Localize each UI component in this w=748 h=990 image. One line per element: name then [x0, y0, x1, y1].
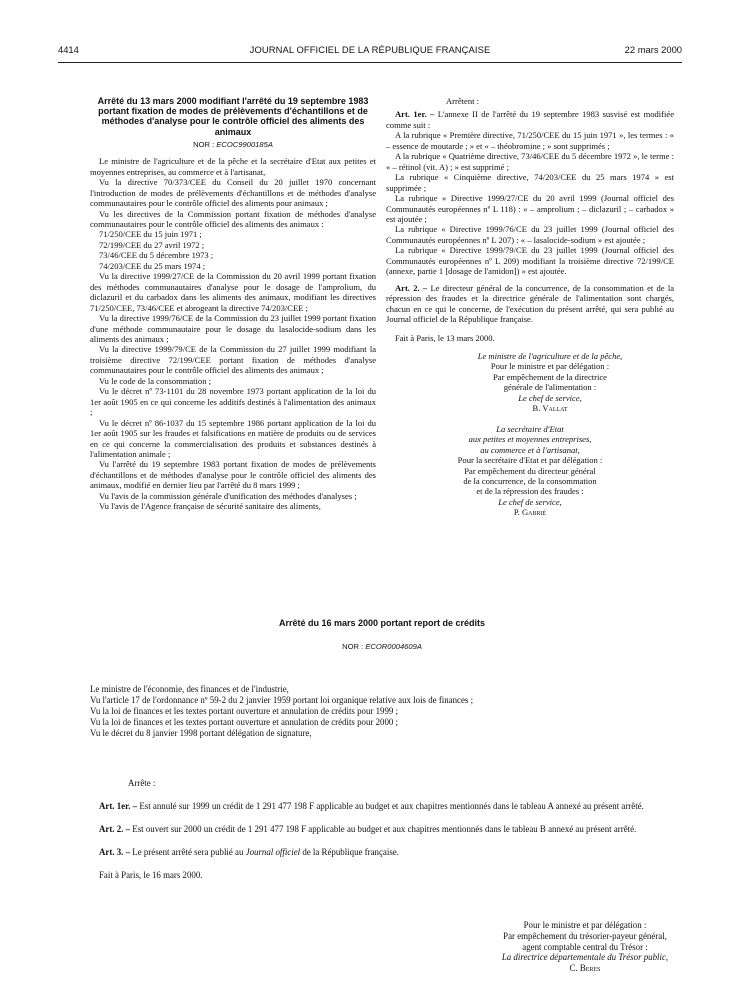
page-number: 4414 [58, 44, 79, 55]
decree1-visa-paragraph: 72/199/CEE du 27 avril 1972 ; [99, 239, 205, 250]
decree2-article1 [90, 801, 674, 812]
decree2-visa-line: Vu le décret du 8 janvier 1998 portant délégation de signature, [90, 728, 312, 739]
signature-line: Pour le ministre et par délégation : [490, 361, 610, 372]
signature-line: de la concurrence, de la consommation [463, 475, 597, 486]
decree1-right-column [386, 96, 674, 518]
article-text: Est annulé sur 1999 un crédit de 1 291 477 198 F applicable au budget et aux chapitres mentionnés dans le tableau A annexé au présent arrêté. [139, 801, 644, 812]
nor-label: NOR : [342, 642, 364, 652]
header-rule [58, 62, 682, 63]
signature-line: agent comptable central du Trésor : [522, 941, 648, 952]
article-label: Art. 3. – [99, 847, 131, 858]
signature-line: Le chef de service, [498, 496, 562, 507]
nor-code: ECOR0004609A [365, 642, 422, 652]
signature-line: C. Beres [569, 963, 601, 974]
signature-line: Pour la secrétaire d'Etat et par délégation : [457, 455, 603, 466]
decree2-visa-line: Vu la loi de finances et les textes portant ouverture et annulation de crédits pour 1999 ; [90, 706, 399, 717]
decree1-article1-items [386, 130, 674, 276]
journal-officiel-italic: Journal officiel [245, 847, 301, 858]
signature-line: Le ministre de l'agriculture et de la pêche, [477, 350, 623, 361]
decree1-visa-paragraph: Vu la directive 1999/79/CE de la Commission du 27 juillet 1999 modifiant la troisième directive 72/199/CEE portant fixation de méthodes d'analyse communautaires pour le contrôle officiel des aliments des animaux ; [90, 344, 376, 376]
article1-item: La rubrique « Directive 1999/76/CE du 23 juillet 1999 (Journal officiel des Communautés européennes nº L 207) : « – lasalocide-sodium » est ajoutée ; [386, 224, 674, 245]
signature-line: Par empêchement du directeur général [464, 465, 596, 476]
decree2-done-at: Fait à Paris, le 16 mars 2000. [99, 870, 203, 881]
article-label: Art. 2. – [99, 824, 131, 835]
decree1-visa-paragraph: Vu le décret nº 86-1037 du 15 septembre 1986 portant application de la loi du 1er août 1905 sur les fraudes et falsifications en matière de produits ou de services en ce qui concerne la commercialisation des produits et substances destinés à l'alimentation animale ; [90, 417, 376, 459]
decree2-article3 [90, 847, 674, 858]
decree2-article2 [90, 824, 674, 835]
decree1-visa-paragraph: Vu les directives de la Commission portant fixation de méthodes d'analyse communautaires pour le contrôle officiel des aliments des animaux : [90, 208, 376, 229]
signature-line: Par empêchement de la directrice [493, 371, 607, 382]
decree1-visa-paragraph: Vu la directive 1999/27/CE de la Commission du 20 avril 1999 portant fixation des méthodes communautaires d'analyse pour le dosage de l'amprolium, du diclazuril et du carbadox dans les aliments des animaux, modifiant les directives 71/250/CEE, 73/46/CEE et abrogeant la directive 74/203/CEE ; [90, 271, 376, 313]
decree1-article1 [386, 109, 674, 130]
decree2-heading [90, 618, 674, 657]
decree1-visa-paragraph: Vu la directive 1999/76/CE de la Commission du 23 juillet 1999 portant fixation d'une méthode communautaire pour le dosage du lasalocide-sodium dans les aliments des animaux ; [90, 313, 376, 344]
article1-item: La rubrique « Directive 1999/79/CE du 23 juillet 1999 (Journal officiel des Communautés européennes nº L 209) modifiant la troisième directive 72/199/CE (annexe, partie 1 [dosage de l'amidon]) » est ajoutée. [386, 245, 674, 277]
signature-line: La directrice départementale du Trésor public, [501, 952, 669, 963]
decree2-title: Arrêté du 16 mars 2000 portant report de crédits [278, 618, 486, 628]
decree1-signature-a [386, 351, 674, 414]
decree1-visa-paragraph: Vu le code de la consommation ; [99, 375, 211, 386]
decree1-article2 [386, 283, 674, 325]
signature-line: P. Gabrié [513, 507, 547, 518]
signature-line: et de la répression des fraudes : [476, 486, 584, 497]
decree2-arrete: Arrête : [128, 778, 156, 788]
article-text: Est ouvert sur 2000 un crédit de 1 291 477 198 F applicable au budget et aux chapitres mentionnés dans le tableau B annexé au présent arrêté. [132, 824, 637, 835]
decree1-visa-paragraph: Le ministre de l'agriculture et de la pêche et la secrétaire d'Etat aux petites et moyennes entreprises, au commerce et à l'artisanat, [90, 156, 376, 177]
signature-line: au commerce et à l'artisanat, [480, 444, 580, 455]
decree2-body [90, 778, 674, 881]
signature-line: Pour le ministre et par délégation : [523, 920, 647, 930]
decree2-signature [450, 920, 720, 974]
decree2-visas [90, 684, 674, 739]
decree1-visas [90, 156, 376, 511]
article-label: Art. 1er. – [395, 109, 435, 120]
signature-line: aux petites et moyennes entreprises, [468, 434, 592, 445]
journal-title: JOURNAL OFFICIEL DE LA RÉPUBLIQUE FRANÇAISE [249, 44, 491, 55]
article1-item: A la rubrique « Quatrième directive, 73/46/CEE du 5 décembre 1972 », le terme : « – rétinol (vit. A) ; » est supprimé ; [386, 151, 674, 172]
article-text: Le directeur général de la concurrence, de la consommation et de la répression des fraudes et la directrice générale de l'alimentation sont chargés, chacun en ce qui le concerne, de l'exécution du présent arrêté, qui sera publié au Journal officiel de la République française. [386, 282, 675, 325]
article-label: Art. 2. – [395, 282, 428, 293]
decree2-visa-line: Vu la loi de finances et les textes portant ouverture et annulation de crédits pour 2000 ; [90, 717, 399, 728]
decree1-nor [90, 140, 376, 150]
page-header [58, 44, 682, 58]
signature-line: Par empêchement du trésorier-payeur général, [503, 930, 667, 941]
decree1-visa-paragraph: 73/46/CEE du 5 décembre 1973 ; [99, 250, 214, 261]
nor-code: ECOC9900185A [216, 139, 273, 149]
article1-item: La rubrique « Cinquième directive, 74/203/CEE du 25 mars 1974 » est supprimée ; [386, 172, 674, 193]
decree1-left-column [90, 96, 376, 512]
signature-line: La secrétaire d'Etat [496, 423, 564, 434]
decree1-signature-b [386, 424, 674, 518]
decree1-arretent: Arrêtent : [446, 96, 479, 106]
signature-line: Le chef de service, [518, 392, 582, 403]
decree1-visa-paragraph: 71/250/CEE du 15 juin 1971 ; [99, 229, 202, 240]
decree1-title: Arrêté du 13 mars 2000 modifiant l'arrêté du 19 septembre 1983 portant fixation de modes de prélèvements d'échantillons et de méthodes d'analyse pour le contrôle officiel des aliments des animaux [97, 96, 369, 137]
decree2-nor [90, 642, 674, 651]
article-text: L'annexe II de l'arrêté du 19 septembre 1983 susvisé est modifiée comme suit : [386, 109, 674, 130]
decree1-visa-paragraph: Vu le décret nº 73-1101 du 28 novembre 1973 portant application de la loi du 1er août 1905 en ce qui concerne les additifs destinés à l'alimentation des animaux ; [90, 386, 376, 418]
decree2-visa-line: Vu l'article 17 de l'ordonnance nº 59-2 du 2 janvier 1959 portant loi organique relative aux lois de finances ; [90, 695, 474, 706]
signature-line: générale de l'alimentation : [503, 382, 597, 393]
issue-date: 22 mars 2000 [624, 44, 682, 55]
article-text: Le présent arrêté sera publié au Journal officiel de la République française. [132, 847, 399, 858]
nor-label: NOR : [193, 139, 215, 149]
decree1-visa-paragraph: 74/203/CEE du 25 mars 1974 ; [99, 260, 206, 271]
article1-item: La rubrique « Directive 1999/27/CE du 20 avril 1999 (Journal officiel des Communautés européennes nº L 118) : « – amprolium ; – diclazuril ; – carbadox » est ajoutée ; [386, 193, 674, 224]
decree1-visa-paragraph: Vu la directive 70/373/CEE du Conseil du 20 juillet 1970 concernant l'introduction de modes de prélèvements d'échantillons et de méthodes d'analyse communautaires pour le contrôle officiel des aliments pour animaux ; [90, 177, 376, 209]
decree1-done-at: Fait à Paris, le 13 mars 2000. [395, 332, 495, 343]
article1-item: A la rubrique « Première directive, 71/250/CEE du 15 juin 1971 », les termes : « – essence de moutarde ; » et « – théobromine ; » sont supprimés ; [386, 130, 674, 151]
decree1-visa-paragraph: Vu l'avis de l'Agence française de sécurité sanitaire des aliments, [99, 501, 321, 512]
decree1-visa-paragraph: Vu l'avis de la commission générale d'unification des méthodes d'analyses ; [99, 490, 357, 501]
decree2-visa-line: Le ministre de l'économie, des finances et de l'industrie, [90, 684, 289, 694]
decree1-visa-paragraph: Vu l'arrêté du 19 septembre 1983 portant fixation de modes de prélèvements d'échantillons et de méthodes d'analyse pour le contrôle officiel des aliments des animaux, modifié en dernier lieu par l'arrêté du 8 mars 1999 ; [90, 459, 376, 491]
article-label: Art. 1er. – [99, 801, 138, 812]
signature-line: B. Vallat [532, 403, 568, 414]
